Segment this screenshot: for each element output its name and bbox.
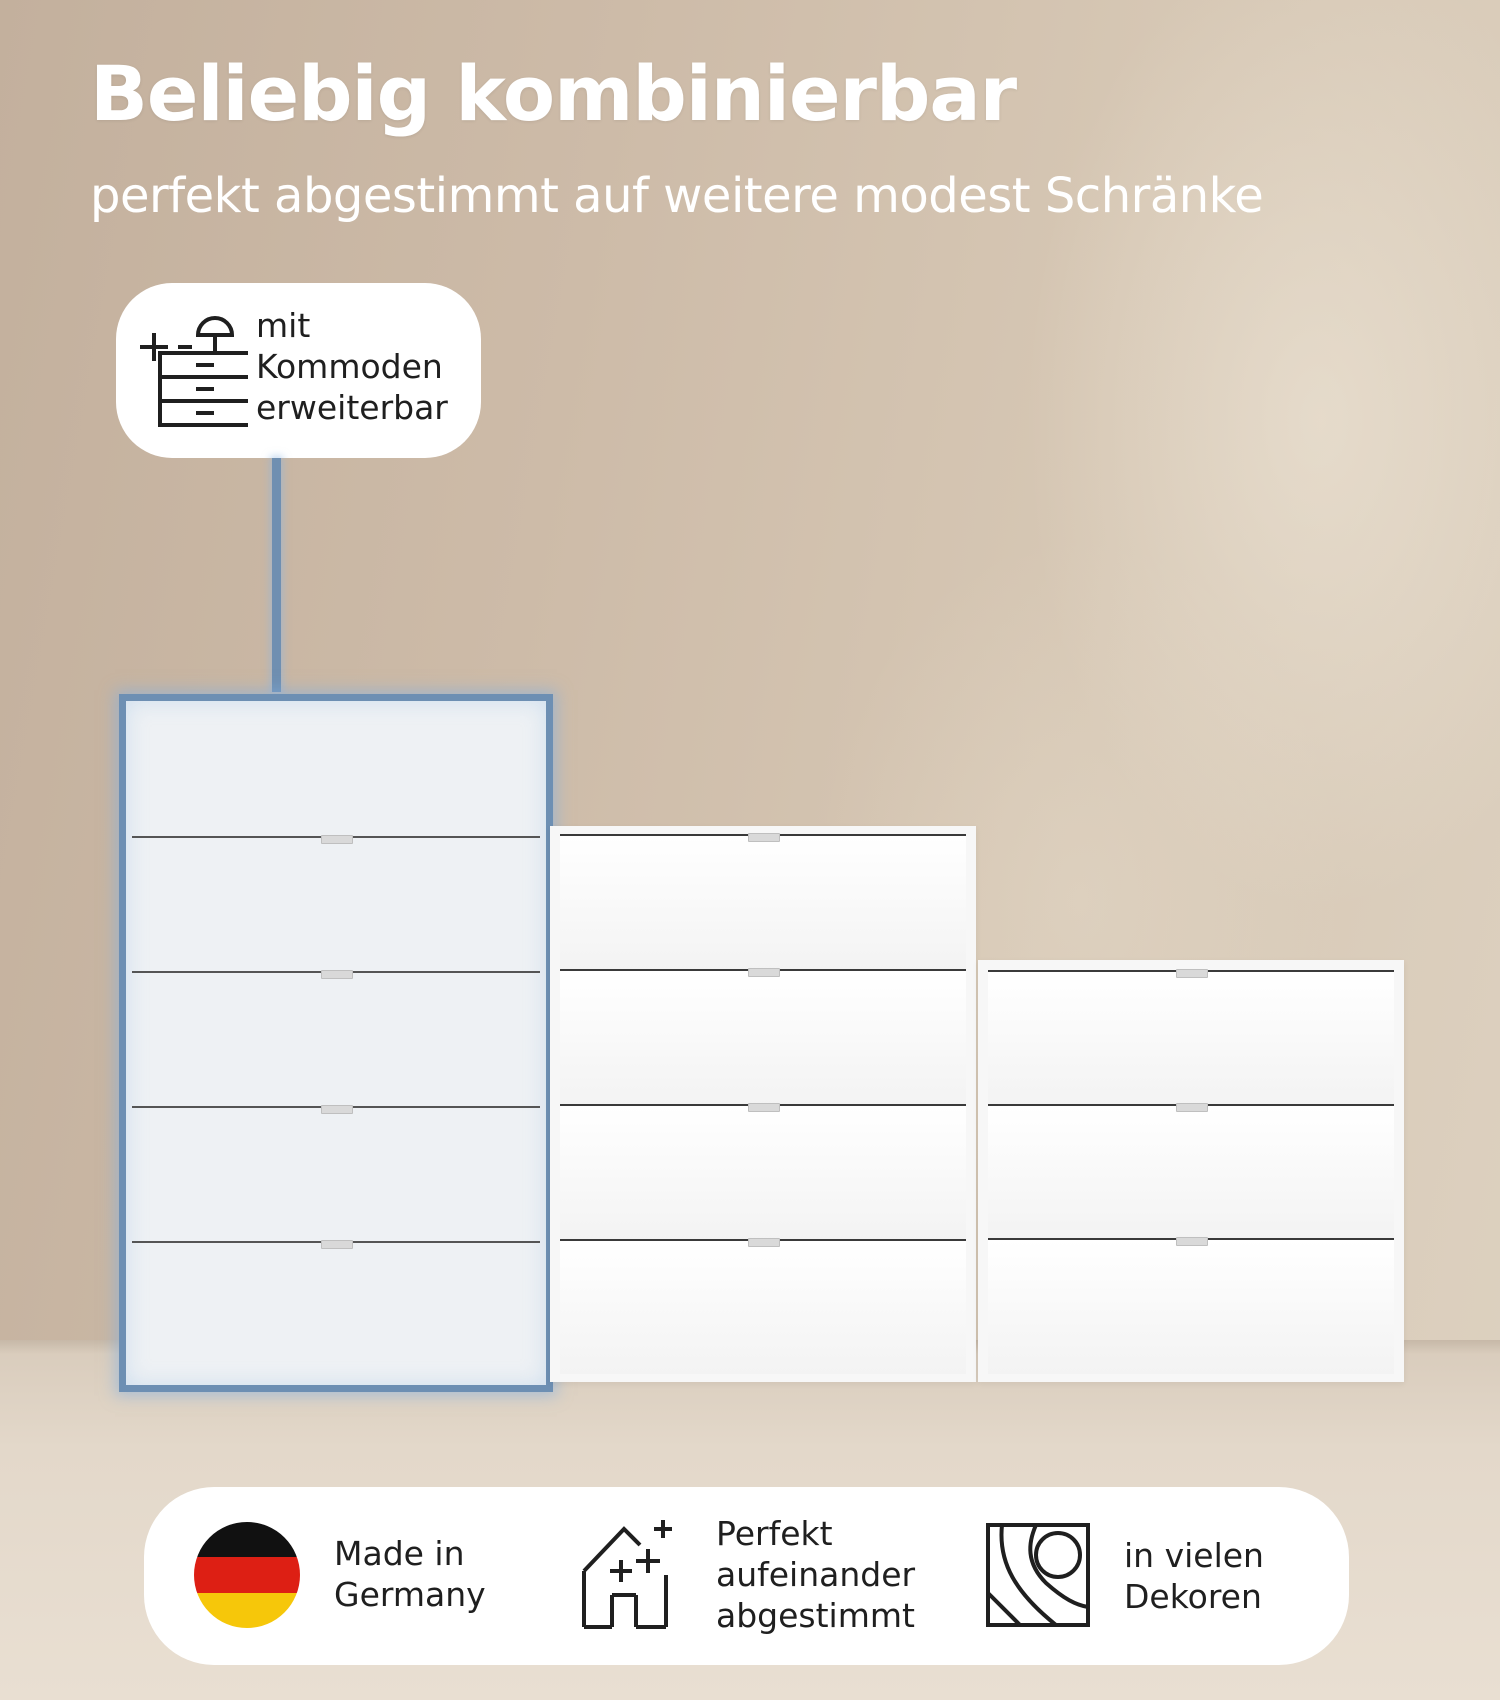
feature-perfectly-matched bbox=[534, 1487, 934, 1665]
feature-label bbox=[1124, 1535, 1264, 1617]
house-plus-icon bbox=[580, 1519, 676, 1631]
feature-label-line: Perfekt bbox=[716, 1514, 833, 1553]
chest-3-drawers bbox=[978, 960, 1404, 1382]
drawer bbox=[560, 1239, 966, 1374]
callout-line: erweiterbar bbox=[256, 388, 448, 427]
feature-many-decors bbox=[944, 1487, 1349, 1665]
drawer-handle bbox=[748, 833, 780, 842]
drawer bbox=[988, 1104, 1394, 1240]
drawer bbox=[560, 1104, 966, 1241]
drawer-handle bbox=[748, 1238, 780, 1247]
drawer-handle bbox=[321, 1105, 353, 1114]
drawer-handle bbox=[748, 968, 780, 977]
drawer-handle bbox=[1176, 1237, 1208, 1246]
drawer bbox=[988, 1238, 1394, 1374]
drawer bbox=[560, 834, 966, 971]
page-title: Beliebig kombinierbar bbox=[90, 49, 1017, 138]
drawer-handle bbox=[321, 835, 353, 844]
feature-label bbox=[334, 1533, 486, 1615]
decor-swatch-icon bbox=[986, 1523, 1090, 1627]
feature-label bbox=[716, 1513, 915, 1636]
drawer bbox=[132, 836, 540, 973]
feature-label-line: Germany bbox=[334, 1575, 486, 1614]
feature-label-line: Dekoren bbox=[1124, 1577, 1262, 1616]
drawer bbox=[988, 970, 1394, 1106]
germany-flag-icon bbox=[194, 1522, 300, 1628]
drawer-handle bbox=[1176, 1103, 1208, 1112]
chest-4-drawers bbox=[550, 826, 976, 1382]
drawer bbox=[560, 969, 966, 1106]
feature-label-line: in vielen bbox=[1124, 1536, 1264, 1575]
callout-text bbox=[256, 305, 448, 428]
drawer bbox=[132, 701, 540, 836]
callout-line: mit bbox=[256, 306, 311, 345]
drawer bbox=[132, 1241, 540, 1377]
page-subtitle: perfekt abgestimmt auf weitere modest Schränke bbox=[90, 168, 1264, 224]
feature-bar bbox=[144, 1487, 1349, 1665]
drawer-handle bbox=[321, 970, 353, 979]
callout-connector bbox=[272, 458, 281, 692]
drawer-handle bbox=[1176, 969, 1208, 978]
drawer-handle bbox=[321, 1240, 353, 1249]
chest-5-drawers bbox=[119, 694, 553, 1392]
feature-label-line: abgestimmt bbox=[716, 1596, 915, 1635]
drawer bbox=[132, 971, 540, 1108]
callout-line: Kommoden bbox=[256, 347, 443, 386]
feature-label-line: aufeinander bbox=[716, 1555, 916, 1594]
callout-bubble bbox=[116, 283, 481, 458]
dresser-plus-icon bbox=[138, 307, 248, 427]
drawer bbox=[132, 1106, 540, 1243]
drawer-handle bbox=[748, 1103, 780, 1112]
feature-label-line: Made in bbox=[334, 1534, 465, 1573]
feature-made-in-germany bbox=[144, 1487, 534, 1665]
